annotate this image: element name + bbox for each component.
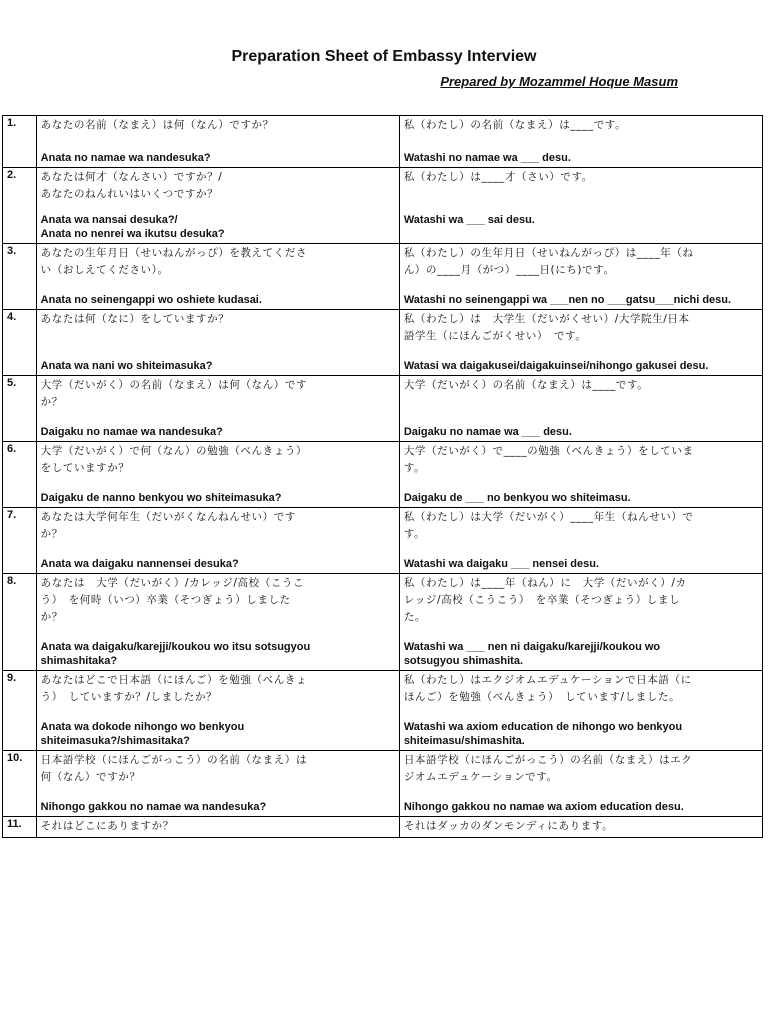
question-cell <box>36 442 399 508</box>
question-romaji: Anata wa dokode nihongo wo benkyou shiteimasuka?/shimasitaka? <box>40 721 245 747</box>
table-row <box>3 751 763 817</box>
row-number: 8. <box>3 574 37 671</box>
answer-romaji: Watashi no namae wa ___ desu. <box>403 152 571 164</box>
question-romaji: Anata wa daigaku nannensei desuka? <box>40 558 239 570</box>
answer-romaji: Watashi wa ___ nen ni daigaku/karejji/koukou wo sotsugyou shimashita. <box>403 641 661 667</box>
question-cell <box>36 817 399 838</box>
row-number: 6. <box>3 442 37 508</box>
answer-romaji: Daigaku de ___ no benkyou wo shiteimasu. <box>403 492 631 504</box>
question-japanese: あなたは何才（なんさい）ですか？/ あなたのねんれいはいくつですか？ <box>40 171 223 200</box>
table-row <box>3 244 763 310</box>
table-row <box>3 508 763 574</box>
table-row <box>3 310 763 376</box>
page-title: Preparation Sheet of Embassy Interview <box>231 48 537 65</box>
answer-romaji: Watashi no seinengappi wa ___nen no ___gatsu___nichi desu. <box>403 294 732 306</box>
question-romaji: Daigaku no namae wa nandesuka? <box>40 426 223 438</box>
row-number: 11. <box>3 817 37 838</box>
answer-cell <box>399 574 762 671</box>
qa-table-body <box>3 116 763 838</box>
table-row <box>3 116 763 168</box>
answer-cell <box>399 376 762 442</box>
answer-romaji: Watashi wa daigaku ___ nensei desu. <box>403 558 600 570</box>
table-row <box>3 671 763 751</box>
qa-table <box>2 115 763 838</box>
answer-romaji: Daigaku no namae wa ___ desu. <box>403 426 572 438</box>
question-cell <box>36 310 399 376</box>
question-romaji: Daigaku de nanno benkyou wo shiteimasuka? <box>40 492 282 504</box>
answer-japanese: 私（わたし）はエクジオムエデュケーションで日本語（に ほんご）を勉強（べんきょう） しています/しました。 <box>403 674 692 703</box>
table-row <box>3 574 763 671</box>
question-cell <box>36 508 399 574</box>
row-number: 7. <box>3 508 37 574</box>
question-japanese: あなたは 大学（だいがく）/カレッジ/高校（こうこ う） を何時（いつ）卒業（そつぎょう）しました か？ <box>40 577 305 623</box>
question-cell <box>36 751 399 817</box>
question-japanese: あなたは大学何年生（だいがくなんねんせい）です か？ <box>40 511 296 540</box>
answer-japanese: 私（わたし）は大学（だいがく）____年生（ねんせい）で す。 <box>403 511 694 540</box>
question-japanese: あなたは何（なに）をしていますか？ <box>40 313 230 325</box>
question-cell <box>36 244 399 310</box>
answer-japanese: 大学（だいがく）で____の勉強（べんきょう）をしていま す。 <box>403 445 694 474</box>
answer-cell <box>399 116 762 168</box>
answer-romaji: Watasi wa daigakusei/daigakuinsei/nihongo gakusei desu. <box>403 360 709 372</box>
question-romaji: Nihongo gakkou no namae wa nandesuka? <box>40 801 267 813</box>
question-japanese: あなたはどこで日本語（にほんご）を勉強（べんきょ う） していますか？/しましたか？ <box>40 674 308 703</box>
answer-cell <box>399 671 762 751</box>
answer-japanese: 私（わたし）の名前（なまえ）は____です。 <box>403 119 627 131</box>
question-japanese: 大学（だいがく）で何（なん）の勉強（べんきょう） をしていますか？ <box>40 445 308 474</box>
row-number: 10. <box>3 751 37 817</box>
question-japanese: あなたの生年月日（せいねんがっぴ）を教えてくださ い（おしえてください）。 <box>40 247 308 276</box>
row-number: 1. <box>3 116 37 168</box>
question-romaji: Anata wa daigaku/karejji/koukou wo itsu sotsugyou shimashitaka? <box>40 641 311 667</box>
table-row <box>3 376 763 442</box>
answer-japanese: 日本語学校（にほんごがっこう）の名前（なまえ）はエク ジオムエデュケーションです。 <box>403 754 693 783</box>
question-cell <box>36 376 399 442</box>
table-row <box>3 817 763 838</box>
question-romaji: Anata wa nansai desuka?/ Anata no nenrei wa ikutsu desuka? <box>40 214 225 240</box>
question-romaji: Anata no seinengappi wo oshiete kudasai. <box>40 294 262 306</box>
question-cell <box>36 671 399 751</box>
question-cell <box>36 116 399 168</box>
question-cell <box>36 168 399 244</box>
row-number: 5. <box>3 376 37 442</box>
table-row <box>3 168 763 244</box>
answer-cell <box>399 751 762 817</box>
answer-japanese: 大学（だいがく）の名前（なまえ）は____です。 <box>403 379 649 391</box>
page-author: Prepared by Mozammel Hoque Masum <box>440 74 678 89</box>
row-number: 3. <box>3 244 37 310</box>
answer-cell <box>399 310 762 376</box>
question-cell <box>36 574 399 671</box>
answer-japanese: 私（わたし）は____年（ねん）に 大学（だいがく）/カ レッジ/高校（こうこう） を卒業（そつぎょう）しまし た。 <box>403 577 687 623</box>
question-japanese: あなたの名前（なまえ）は何（なん）ですか？ <box>40 119 274 131</box>
question-romaji: Anata wa nani wo shiteimasuka? <box>40 360 213 372</box>
answer-cell <box>399 168 762 244</box>
row-number: 4. <box>3 310 37 376</box>
answer-romaji: Nihongo gakkou no namae wa axiom education desu. <box>403 801 684 813</box>
row-number: 2. <box>3 168 37 244</box>
answer-cell <box>399 244 762 310</box>
answer-japanese: 私（わたし）は____才（さい）です。 <box>403 171 593 183</box>
answer-romaji: Watashi wa ___ sai desu. <box>403 214 535 226</box>
answer-cell <box>399 442 762 508</box>
table-row <box>3 442 763 508</box>
question-japanese: それはどこにありますか？ <box>40 820 174 832</box>
question-japanese: 大学（だいがく）の名前（なまえ）は何（なん）です か？ <box>40 379 308 408</box>
row-number: 9. <box>3 671 37 751</box>
question-japanese: 日本語学校（にほんごがっこう）の名前（なまえ）は 何（なん）ですか？ <box>40 754 308 783</box>
answer-japanese: それはダッカのダンモンディにあります。 <box>403 820 614 832</box>
answer-japanese: 私（わたし）は 大学生（だいがくせい）/大学院生/日本 語学生（にほんごがくせい） です。 <box>403 313 690 342</box>
answer-cell <box>399 817 762 838</box>
answer-cell <box>399 508 762 574</box>
answer-romaji: Watashi wa axiom education de nihongo wo benkyou shiteimasu/shimashita. <box>403 721 683 747</box>
answer-japanese: 私（わたし）の生年月日（せいねんがっぴ）は____年（ね ん）の____月（がつ）____日(にち)です。 <box>403 247 694 276</box>
question-romaji: Anata no namae wa nandesuka? <box>40 152 211 164</box>
